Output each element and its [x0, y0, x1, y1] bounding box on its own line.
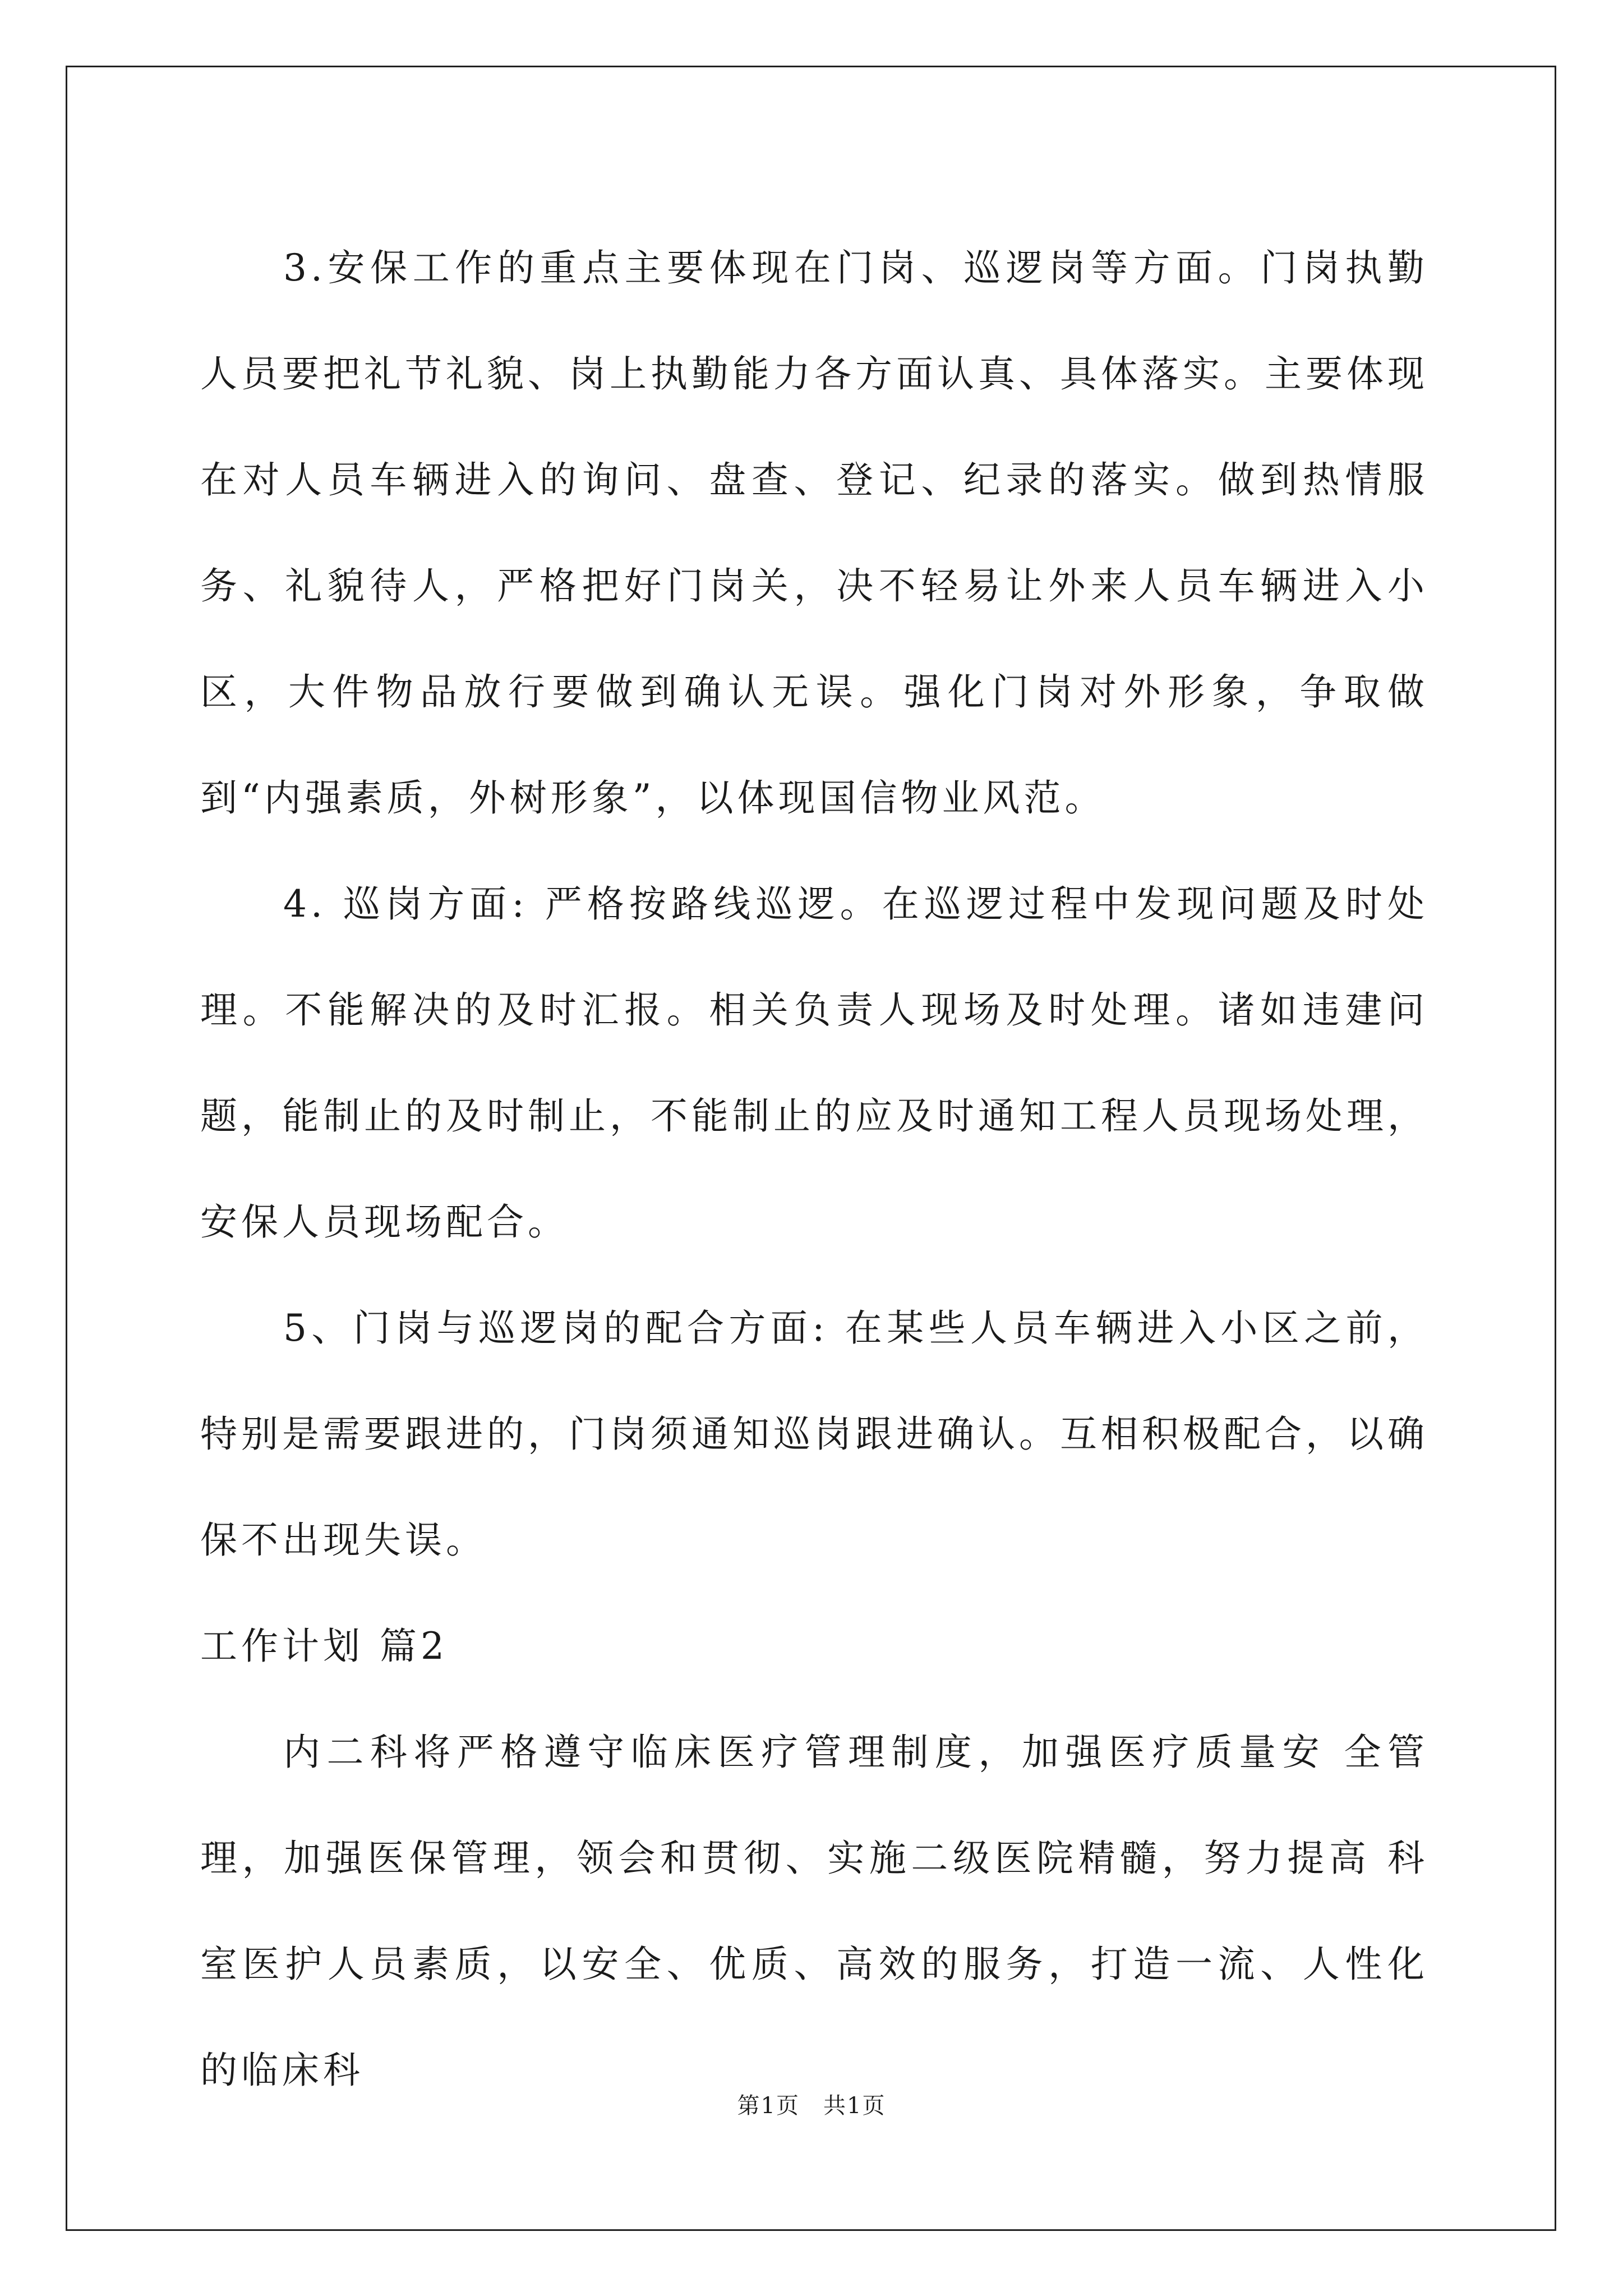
page-number-footer: 第1页 共1页: [737, 2093, 886, 2119]
paragraph-security-focus: 3.安保工作的重点主要体现在门岗、巡逻岗等方面。门岗执勤人员要把礼节礼貌、岗上执勤能力各方面认真、具体落实。主要体现在对人员车辆进入的询问、盘查、登记、纪录的落实。做到热情服务、礼貌待人，严格把好门岗关，决不轻易让外来人员车辆进入小区，大件物品放行要做到确认无误。强化门岗对外形象，争取做到“内强素质，外树形象”，以体现国信物业风范。: [200, 246, 1428, 820]
document-body: [200, 215, 1428, 2123]
paragraph-coordination: 5、门岗与巡逻岗的配合方面: 在某些人员车辆进入小区之前，特别是需要跟进的，门岗须通知巡岗跟进确认。互相积极配合，以确保不出现失误。: [200, 1306, 1428, 1562]
paragraph-patrol: 4. 巡岗方面: 严格按路线巡逻。在巡逻过程中发现问题及时处理。不能解决的及时汇报。相关负责人现场及时处理。诸如违建问题，能制止的及时制止，不能制止的应及时通知工程人员现场处理，安保人员现场配合。: [200, 882, 1428, 1244]
paragraph-plan-intro: 内二科将严格遵守临床医疗管理制度，加强医疗质量安 全管理，加强医保管理，领会和贯彻、实施二级医院精髓，努力提高 科室医护人员素质，以安全、优质、高效的服务，打造一流、人性化 的临床科: [200, 1731, 1428, 2092]
section-heading: 工作计划 篇2: [200, 1625, 448, 1668]
